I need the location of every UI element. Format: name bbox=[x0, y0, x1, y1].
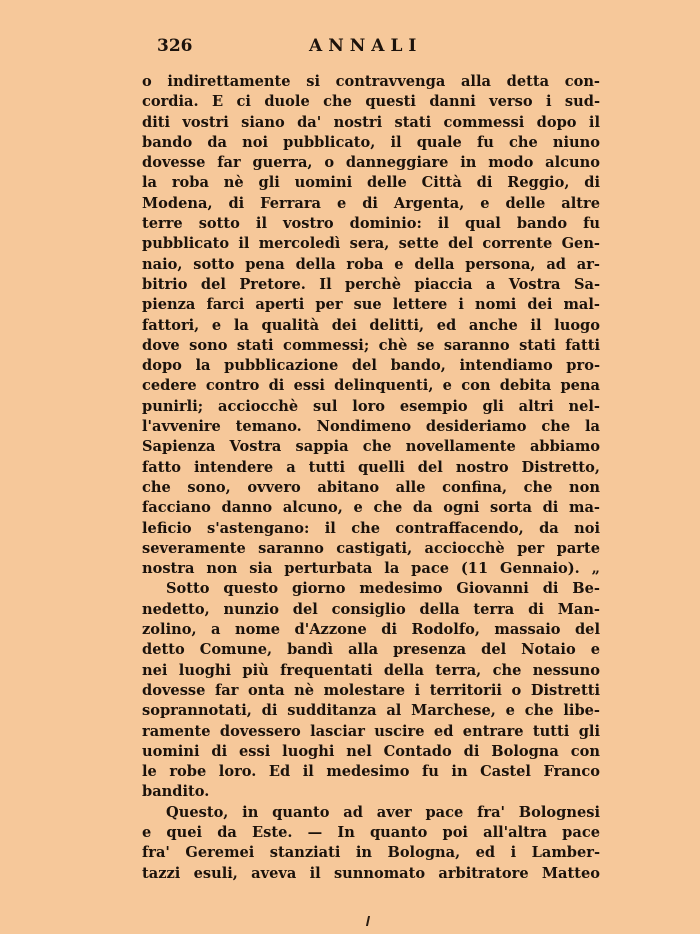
text-line: diti vostri siano da' nostri stati commessi dopo il bbox=[142, 113, 600, 131]
text-line: che sono, ovvero abitano alle confina, che non bbox=[142, 478, 600, 496]
text-line: nedetto, nunzio del consiglio della terra di Man- bbox=[142, 600, 600, 618]
text-line: bando da noi pubblicato, il quale fu che niuno bbox=[142, 133, 600, 151]
text-line: dovesse far guerra, o danneggiare in modo alcuno bbox=[142, 154, 600, 172]
text-line: e quei da Este. — In quanto poi all'altra pace bbox=[142, 823, 600, 841]
text-line: o indirettamente si contravvenga alla detta con- bbox=[142, 73, 600, 90]
text-line: pubblicato il mercoledì sera, sette del corrente Gen- bbox=[142, 235, 600, 253]
text-line: bandito. bbox=[142, 783, 210, 801]
text-line: Modena, di Ferrara e di Argenta, e delle altre bbox=[142, 194, 600, 212]
text-line: fatto intendere a tutti quelli del nostro Distretto, bbox=[142, 458, 600, 476]
text-line: severamente saranno castigati, acciocchè per parte bbox=[142, 539, 600, 557]
text-line: l'avvenire temano. Nondimeno desideriamo che la bbox=[142, 418, 600, 436]
running-title: ANNALI bbox=[309, 36, 423, 56]
page-number: 326 bbox=[157, 36, 193, 56]
page-header bbox=[157, 36, 457, 62]
text-line: dovesse far onta nè molestare i territorii o Distretti bbox=[142, 681, 600, 699]
text-line: zolino, a nome d'Azzone di Rodolfo, massaio del bbox=[142, 621, 600, 639]
text-line: soprannotati, di sudditanza al Marchese, e che libe- bbox=[142, 702, 600, 720]
text-line: detto Comune, bandì alla presenza del Notaio e bbox=[142, 641, 600, 659]
text-line: Sotto questo giorno medesimo Giovanni di Be- bbox=[166, 580, 600, 598]
text-line: bitrio del Pretore. Il perchè piaccia a Vostra Sa- bbox=[142, 275, 600, 293]
text-line: pienza farci aperti per sue lettere i nomi dei mal- bbox=[142, 296, 600, 314]
text-line: fattori, e la qualità dei delitti, ed anche il luogo bbox=[142, 316, 600, 334]
text-line: le robe loro. Ed il medesimo fu in Castel Franco bbox=[142, 763, 600, 781]
text-line: Questo, in quanto ad aver pace fra' Bolognesi bbox=[166, 803, 600, 821]
text-line: nei luoghi più frequentati della terra, che nessuno bbox=[142, 661, 600, 679]
body-text bbox=[142, 72, 600, 884]
text-line: la roba nè gli uomini delle Città di Reggio, di bbox=[142, 174, 600, 192]
printer-mark bbox=[366, 916, 374, 926]
text-line: dove sono stati commessi; chè se saranno stati fatti bbox=[142, 336, 600, 354]
text-line: cedere contro di essi delinquenti, e con debita pena bbox=[142, 377, 600, 395]
text-line: dopo la pubblicazione del bando, intendiamo pro- bbox=[142, 357, 600, 375]
text-line: terre sotto il vostro dominio: il qual bando fu bbox=[142, 215, 600, 233]
text-line: leficio s'astengano: il che contraffacendo, da noi bbox=[142, 519, 600, 537]
text-line: cordia. E ci duole che questi danni verso i sud- bbox=[142, 93, 600, 111]
text-line: naio, sotto pena della roba e della persona, ad ar- bbox=[142, 255, 600, 273]
text-line: tazzi esuli, aveva il sunnomato arbitratore Matteo bbox=[142, 864, 600, 882]
text-line: Sapienza Vostra sappia che novellamente abbiamo bbox=[142, 438, 600, 456]
text-line: ramente dovessero lasciar uscire ed entrare tutti gli bbox=[142, 722, 600, 740]
text-line: facciano danno alcuno, e che da ogni sorta di ma- bbox=[142, 499, 600, 517]
text-line: uomini di essi luoghi nel Contado di Bologna con bbox=[142, 742, 600, 760]
text-line: fra' Geremei stanziati in Bologna, ed i Lamber- bbox=[142, 844, 600, 862]
text-line: punirli; acciocchè sul loro esempio gli altri nel- bbox=[142, 397, 600, 415]
text-line: nostra non sia perturbata la pace (11 Gennaio). „ bbox=[142, 560, 600, 578]
